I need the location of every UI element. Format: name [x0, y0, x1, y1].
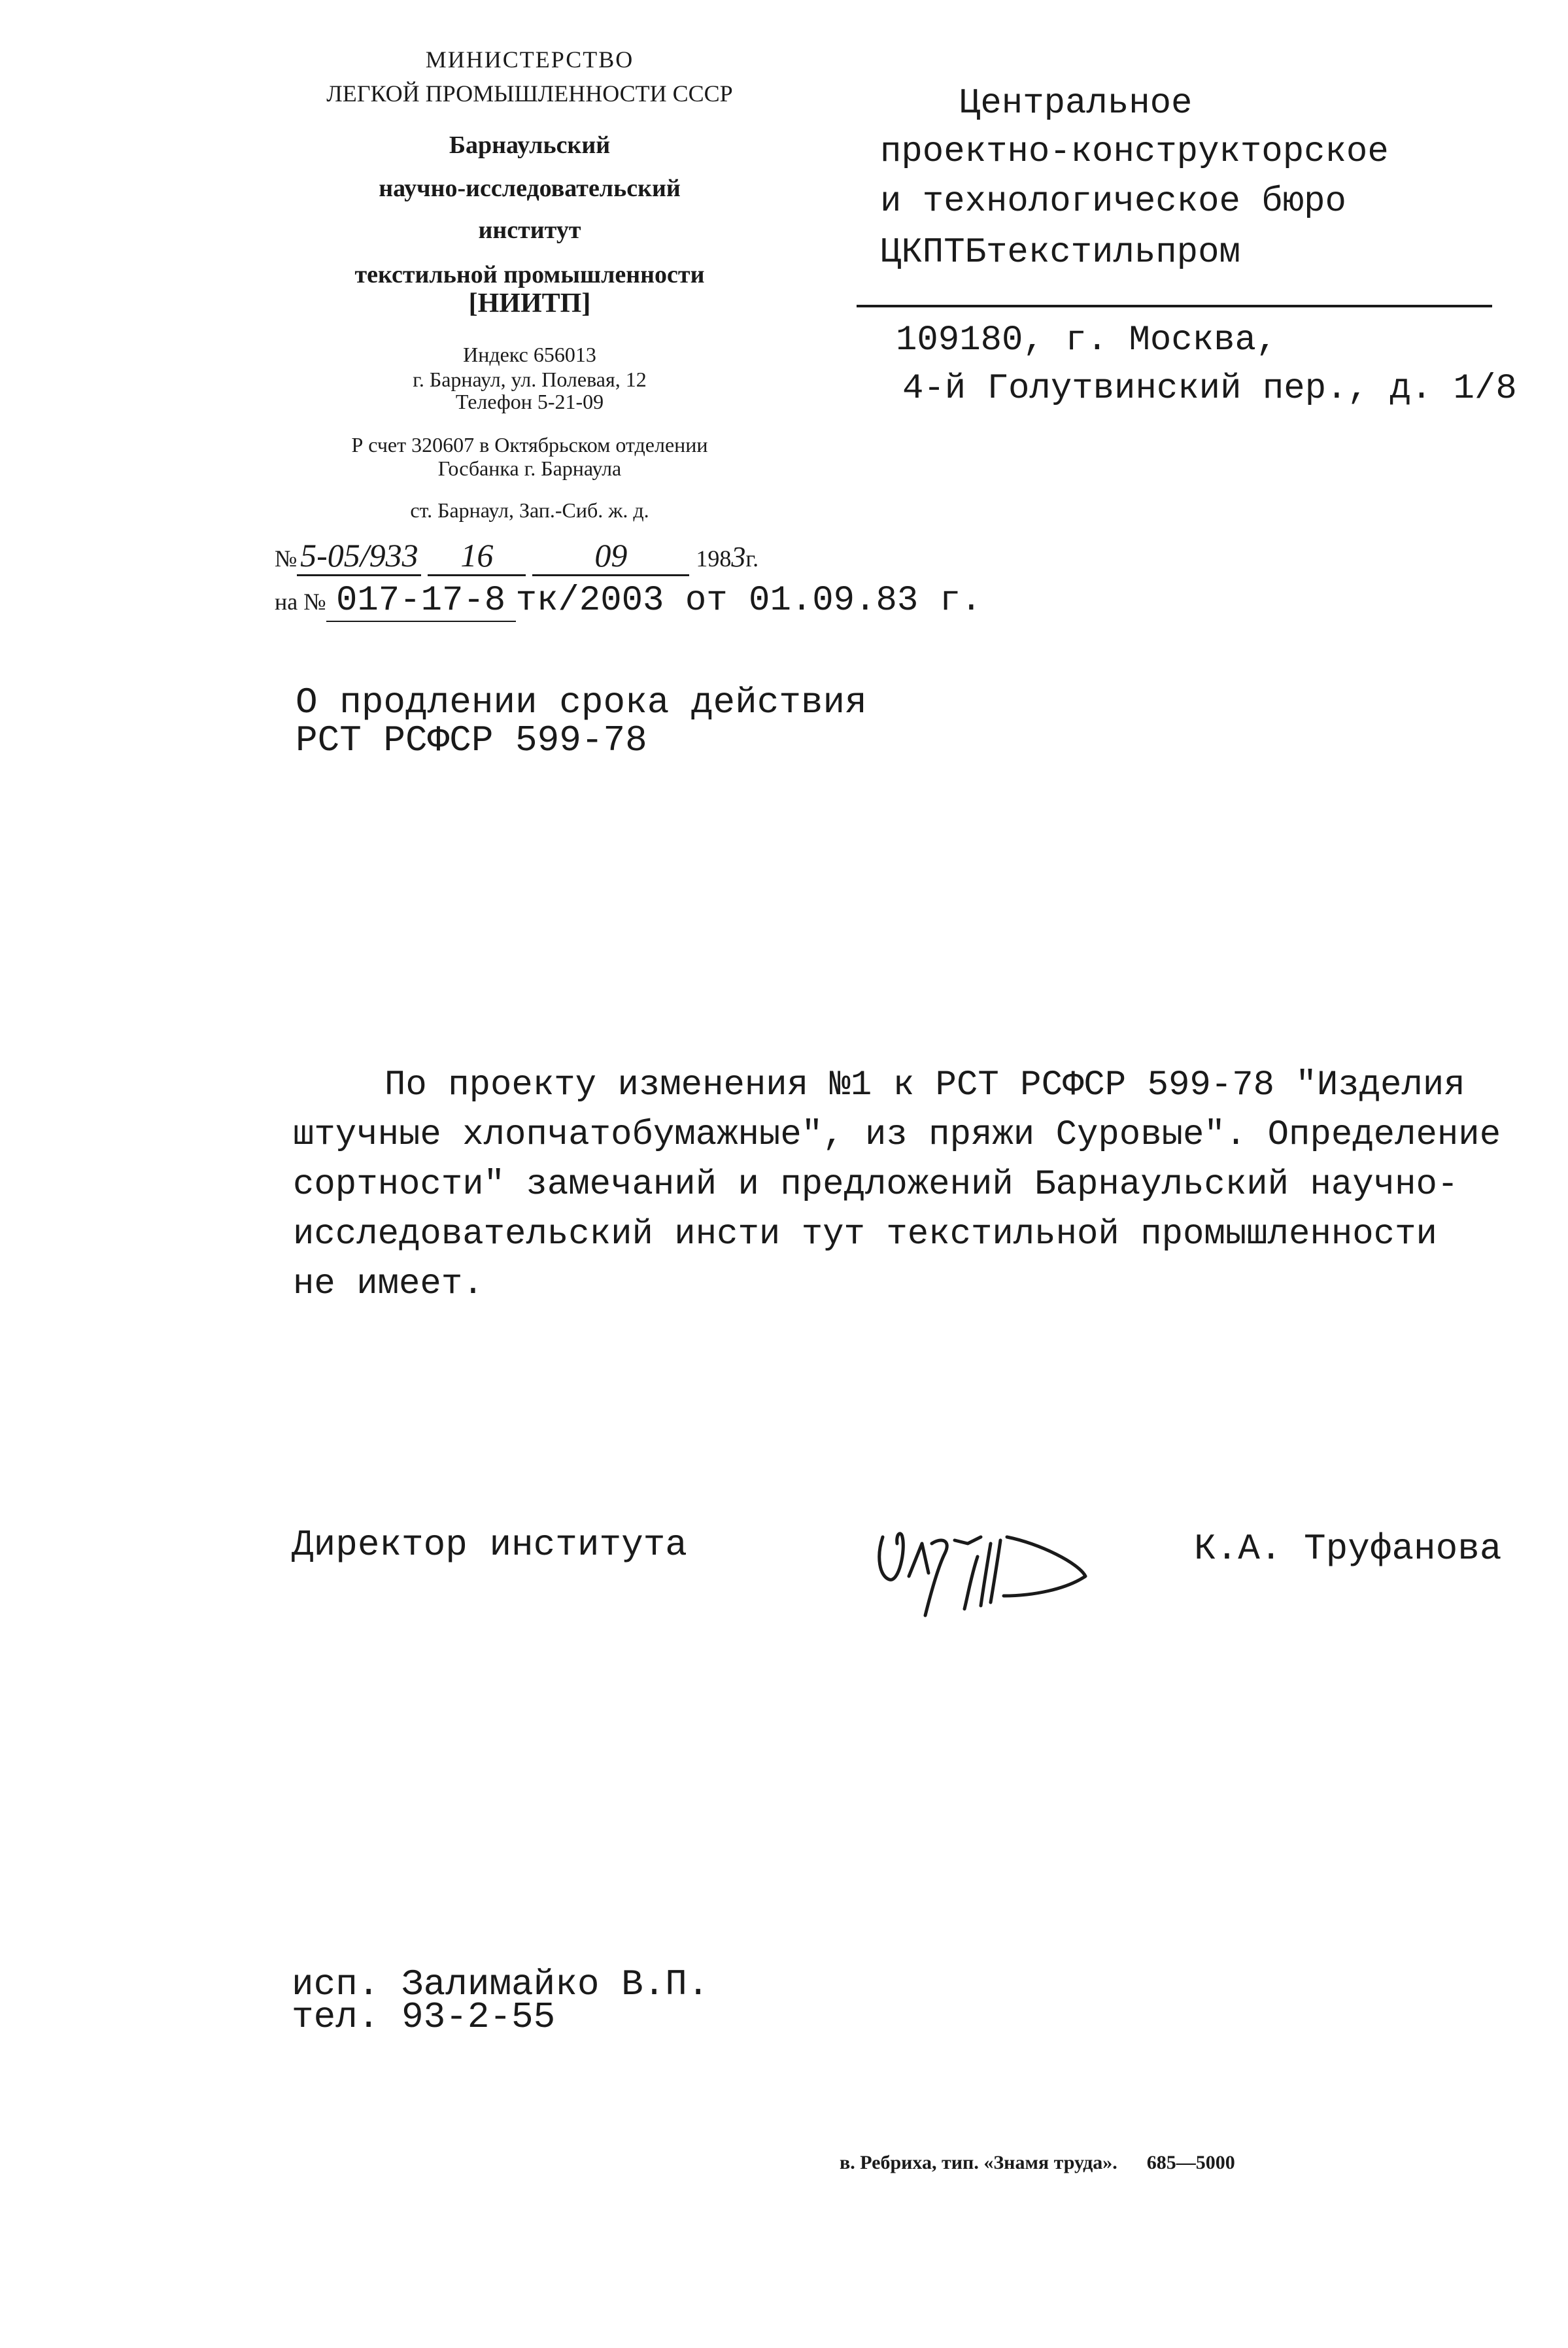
signatory-title: Директор института [292, 1524, 687, 1566]
subject-line-1: О продлении срока действия [296, 682, 867, 723]
institute-address: г. Барнаул, ул. Полевая, 12 [413, 368, 647, 391]
body-line-2: штучные хлопчатобумажные", из пряжи Суровые". Определение [293, 1115, 1501, 1155]
outgoing-year-unit: г. [745, 545, 759, 572]
postal-index: Индекс 656013 [463, 343, 596, 366]
reply-reference-line [275, 581, 982, 622]
reply-reference-rest: тк/2003 от 01.09.83 г. [515, 581, 982, 621]
railway-station: ст. Барнаул, Зап.-Сиб. ж. д. [410, 498, 649, 522]
body-line-3: сортности" замечаний и предложений Барнаульский научно- [293, 1165, 1459, 1205]
institute-line-1: Барнаульский [449, 131, 611, 159]
printer-imprint [840, 2152, 1235, 2174]
recipient-line-3: и технологическое бюро [880, 182, 1346, 222]
executor-name: исп. Залимайко В.П. [292, 1963, 709, 2005]
printer-imprint-code: 685—5000 [1146, 2152, 1235, 2173]
recipient-line-4: ЦКПТБтекстильпром [880, 233, 1240, 273]
executor-phone: тел. 93-2-55 [292, 1996, 556, 2038]
institute-line-3: институт [478, 216, 581, 244]
outgoing-year-prefix: 198 [696, 545, 732, 572]
outgoing-day: 16 [428, 536, 526, 576]
handwritten-signature [870, 1517, 1105, 1622]
body-line-1: По проекту изменения №1 к РСТ РСФСР 599-78 "Изделия [384, 1065, 1465, 1105]
ministry-line-1: МИНИСТЕРСТВО [425, 46, 634, 73]
bank-account-line-1: Р счет 320607 в Октябрьском отделении [351, 433, 708, 457]
reply-number: 017-17-8 [326, 581, 516, 622]
recipient-line-2: проектно-конструкторское [880, 132, 1389, 172]
printer-imprint-text: в. Ребриха, тип. «Знамя труда». [840, 2152, 1117, 2173]
ministry-line-2: ЛЕГКОЙ ПРОМЫШЛЕННОСТИ СССР [326, 80, 733, 107]
outgoing-number: 5-05/933 [297, 536, 421, 576]
institute-phone: Телефон 5-21-09 [455, 390, 604, 413]
recipient-address-line-1: 109180, г. Москва, [896, 320, 1278, 360]
body-line-5: не имеет. [293, 1264, 484, 1304]
signatory-name: К.А. Труфанова [1194, 1528, 1502, 1570]
body-line-4: исследовательский инсти тут текстильной промышленности [293, 1215, 1437, 1254]
bank-account-line-2: Госбанка г. Барнаула [437, 457, 622, 480]
recipient-line-1: Центральное [959, 84, 1193, 124]
outgoing-year-suffix: 3 [731, 541, 746, 573]
subject-line-2: РСТ РСФСР 599-78 [296, 719, 647, 761]
institute-line-2: научно-исследовательский [379, 175, 681, 202]
outgoing-number-line [275, 536, 758, 576]
recipient-address-line-2: 4-й Голутвинский пер., д. 1/8 [902, 369, 1517, 409]
institute-abbreviation: [НИИТП] [468, 288, 591, 319]
recipient-divider [857, 305, 1492, 307]
reply-number-label: на № [275, 589, 326, 615]
outgoing-month: 09 [532, 536, 689, 576]
outgoing-number-label: № [275, 545, 298, 572]
body-paragraph [293, 1061, 1509, 1309]
institute-line-4: текстильной промышленности [354, 261, 705, 288]
